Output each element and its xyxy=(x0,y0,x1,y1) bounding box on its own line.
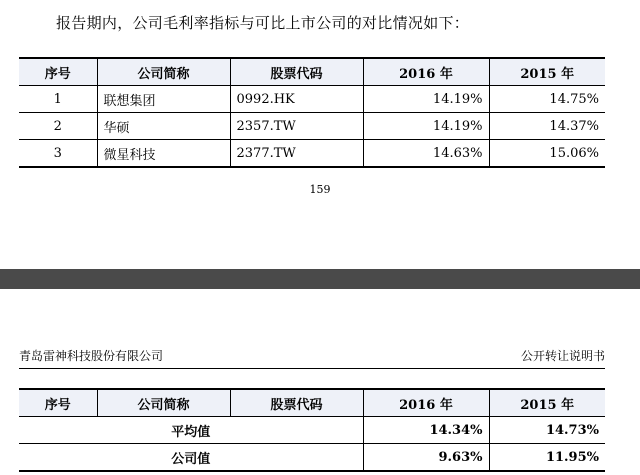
intro-paragraph: 报告期内，公司毛利率指标与可比上市公司的对比情况如下： xyxy=(56,14,470,32)
cell-index: 1 xyxy=(19,86,97,113)
cell-2016: 14.19% xyxy=(363,86,489,113)
col-header-company: 公司简称 xyxy=(97,58,230,86)
cell-company-value-label: 公司值 xyxy=(19,444,363,472)
page-divider xyxy=(0,269,640,289)
cell-index: 2 xyxy=(19,113,97,140)
cell-company: 微星科技 xyxy=(97,140,230,168)
col-header-ticker: 股票代码 xyxy=(230,389,363,417)
company-name-header: 青岛雷神科技股份有限公司 xyxy=(19,349,164,363)
cell-ticker: 0992.HK xyxy=(230,86,363,113)
cell-2015: 15.06% xyxy=(489,140,605,168)
table-row xyxy=(19,86,605,113)
cell-2015: 14.75% xyxy=(489,86,605,113)
col-header-2016: 2016 年 xyxy=(363,58,489,86)
cell-company: 华硕 xyxy=(97,113,230,140)
cell-2015: 11.95% xyxy=(489,444,605,472)
cell-ticker: 2357.TW xyxy=(230,113,363,140)
cell-2016: 14.34% xyxy=(363,417,489,444)
page-number: 159 xyxy=(309,183,331,196)
cell-2016: 14.63% xyxy=(363,140,489,168)
cell-company: 联想集团 xyxy=(97,86,230,113)
col-header-index: 序号 xyxy=(19,58,97,86)
table-header-row xyxy=(19,58,605,86)
cell-ticker: 2377.TW xyxy=(230,140,363,168)
cell-2016: 14.19% xyxy=(363,113,489,140)
gross-margin-comparison-table xyxy=(19,57,605,168)
document-title-header: 公开转让说明书 xyxy=(520,349,605,363)
col-header-index: 序号 xyxy=(19,389,97,417)
table-row xyxy=(19,140,605,168)
table-row xyxy=(19,417,605,444)
col-header-ticker: 股票代码 xyxy=(230,58,363,86)
cell-2015: 14.73% xyxy=(489,417,605,444)
col-header-2016: 2016 年 xyxy=(363,389,489,417)
col-header-2015: 2015 年 xyxy=(489,58,605,86)
header-rule xyxy=(19,368,605,369)
table-row xyxy=(19,113,605,140)
cell-average-label: 平均值 xyxy=(19,417,363,444)
cell-2016: 9.63% xyxy=(363,444,489,472)
cell-index: 3 xyxy=(19,140,97,168)
cell-2015: 14.37% xyxy=(489,113,605,140)
gross-margin-summary-table xyxy=(19,388,605,472)
col-header-2015: 2015 年 xyxy=(489,389,605,417)
table-row xyxy=(19,444,605,472)
col-header-company: 公司简称 xyxy=(97,389,230,417)
table-header-row xyxy=(19,389,605,417)
